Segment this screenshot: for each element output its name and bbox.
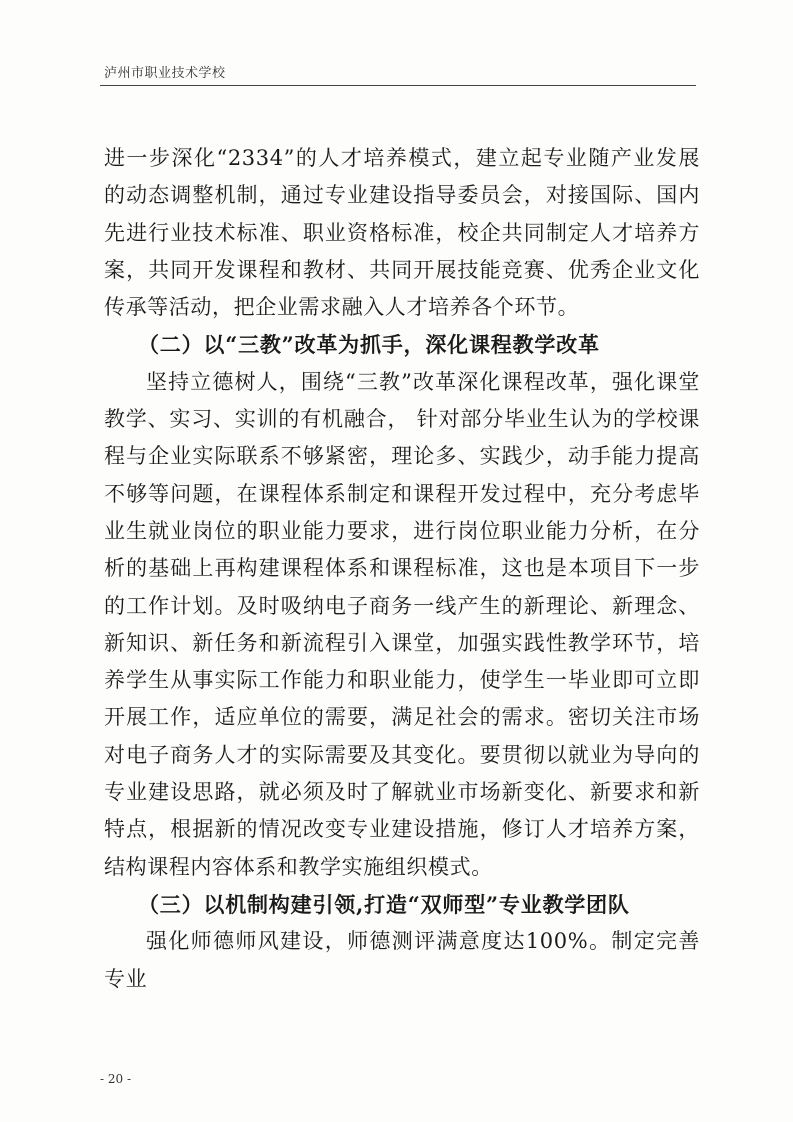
paragraph-2: 坚持立德树人，围绕“三教”改革深化课程改革，强化课堂教学、实习、实训的有机融合， 针对部分毕业生认为的学校课程与企业实际联系不够紧密，理论多、实践少，动手能力提高不够等问题，在课程体系制定和课程开发过程中，充分考虑毕业生就业岗位的职业能力要求，进行岗位职业能力分析，在分析的基础上再构建课程体系和课程标准，这也是本项目下一步的工作计划。及时吸纳电子商务一线产生的新理论、新理念、新知识、新任务和新流程引入课堂，加强实践性教学环节，培养学生从事实际工作能力和职业能力，使学生一毕业即可立即开展工作，适应单位的需要，满足社会的需求。密切关注市场对电子商务人才的实际需要及其变化。要贯彻以就业为导向的专业建设思路，就必须及时了解就业市场新变化、新要求和新特点，根据新的情况改变专业建设措施，修订人才培养方案，结构课程内容体系和教学实施组织模式。 [104,369,700,879]
body-text [104,140,700,998]
header-divider [100,85,696,86]
section-heading-3: （三）以机制构建引领,打造“双师型”专业教学团队 [138,891,630,917]
page-number: - 20 - [100,1072,132,1086]
paragraph-3: 强化师德师风建设，师德测评满意度达100%。制定完善专业 [104,929,700,991]
paragraph-1: 进一步深化“2334”的人才培养模式，建立起专业随产业发展的动态调整机制，通过专业建设指导委员会，对接国际、国内先进行业技术标准、职业资格标准，校企共同制定人才培养方案，共同开发课程和教材、共同开展技能竞赛、优秀企业文化传承等活动，把企业需求融入人才培养各个环节。 [104,146,700,320]
section-heading-2: （二）以“三教”改革为抓手，深化课程教学改革 [138,332,600,358]
running-header: 泸州市职业技术学校 [104,66,226,81]
